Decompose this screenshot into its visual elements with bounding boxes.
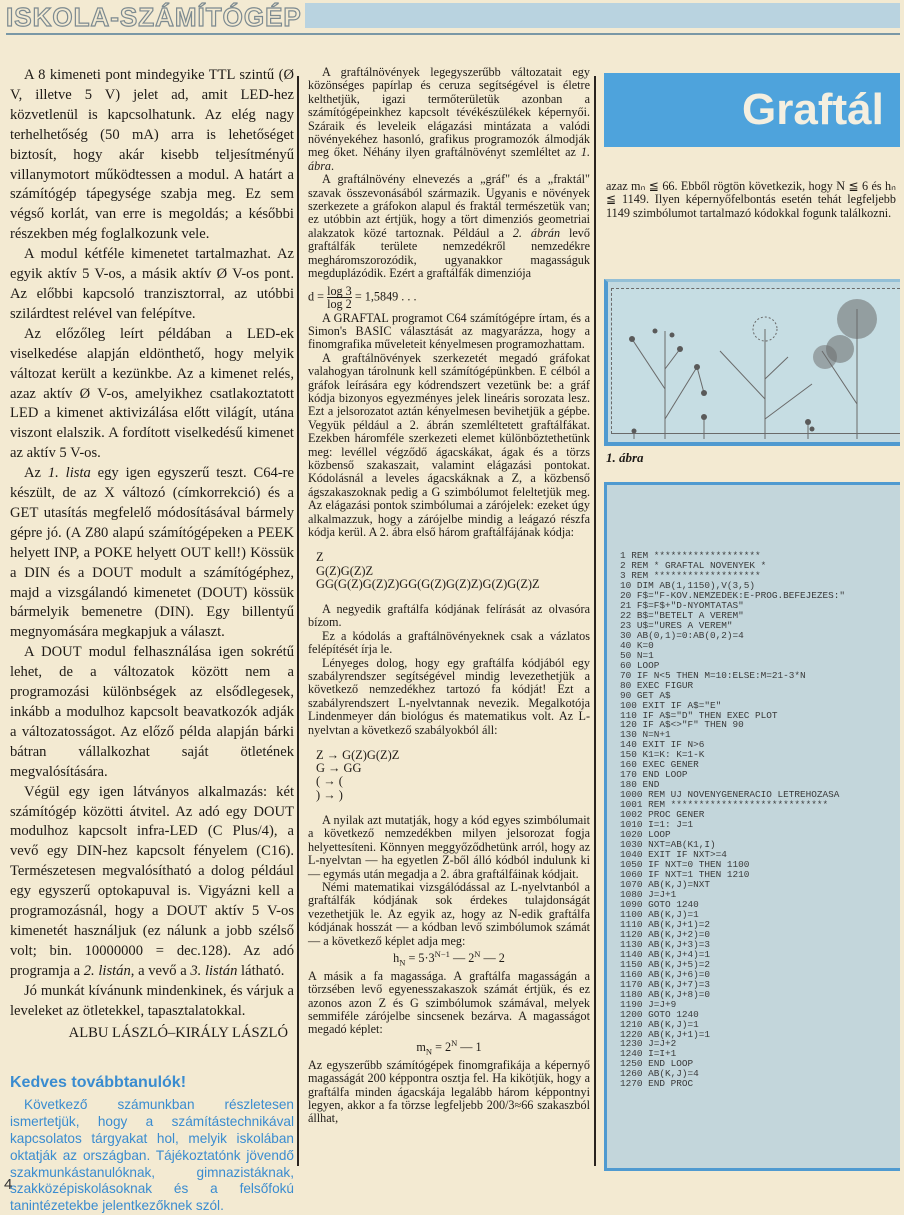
listing-line: 1000 REM UJ NOVENYGENERACIO LETREHOZASA: [620, 789, 840, 801]
formula-part: — 2: [480, 951, 505, 966]
notice-body: Következő számunkban részletesen ismertetjük, hogy a számítástechnikával kapcsolatos tárgyakat hol, melyik iskolában oktatják az országban. Tájékoztatónk jövendő szakmunkástanulóknak, gimnazistáknak, szakközépiskolásoknak és a felsőfokú tanintézetekbe jelentkezőknek szól.: [10, 1097, 294, 1214]
height-formula: [308, 1037, 590, 1059]
listing-line: 1220 AB(K,J+1)=1: [620, 1028, 711, 1040]
listing-line: 1140 AB(K,J+4)=1: [620, 948, 711, 960]
listing-line: 170 END LOOP: [620, 769, 688, 781]
formula-part: h: [393, 951, 400, 966]
formula-part: = 5·3: [405, 951, 435, 966]
listing-line: 1020 LOOP: [620, 829, 671, 841]
listing-line: 1270 END PROC: [620, 1078, 694, 1090]
listing-line: 1170 AB(K,J+7)=3: [620, 978, 711, 990]
notice-title: Kedves továbbtanulók!: [10, 1074, 187, 1092]
listing-line: 10 DIM AB(1,1150),V(3,5): [620, 579, 756, 591]
paragraph: Jó munkát kívánunk mindenkinek, és várjuk a leveleket az ötletekkel, tapasztalatokkal.: [10, 982, 294, 1019]
listing-line: 150 K1=K: K=1-K: [620, 749, 705, 761]
header-rule: [6, 33, 900, 35]
listing-line: 23 U$="URES A VEREM": [620, 619, 733, 631]
listing-line: 100 EXIT IF A$="E": [620, 699, 722, 711]
tree-codes: [316, 551, 590, 591]
paragraph: A DOUT modul felhasználása igen sokrétű lehet, de a változatok között nem a programozási különbségek az elsődlegesek, inkább a modulhoz kapcsolt beavatkozók adják a változatosságot. Az előző példa alapján bárki bátran vállalkozhat saját ötletének megvalósítására.: [10, 644, 294, 780]
listing-line: 3 REM *******************: [620, 569, 761, 581]
text: Végül egy igen látványos alkalmazás: két számítógép közötti átvitel. Az adó egy DOUT modulhoz kapcsolt infra-LED (C Plus/4), a vevő egy DIN-hez kapcsolt fényelem (C16). Természetesen megvalósítható a dolog például egy egyszerű optokapuval is. Vigyázni kell a programozásnál, hogy a DOUT aktív 5 V-os kimenetét használjuk (ez nálunk a jobb szélső volt; bin. 10000000 = dec.128). Az adó programja a: [10, 783, 294, 979]
listing-line: 110 IF A$="D" THEN EXEC PLOT: [620, 709, 778, 721]
listing-line: 21 F$=F$+"D-NYOMTATAS": [620, 599, 744, 611]
listing-line: 1230 J=J+2: [620, 1038, 677, 1050]
author-signature: ALBU LÁSZLÓ–KIRÁLY LÁSZLÓ: [68, 1024, 288, 1041]
column-divider: [594, 76, 596, 1166]
paragraph: [10, 464, 294, 643]
figure-reference: 2. ábrán: [512, 225, 561, 240]
paragraph: Ez a kódolás a graftálnövényeknek csak a vázlatos felépítését írja le.: [308, 628, 590, 657]
listing-line: 40 K=0: [620, 639, 654, 651]
listing-line: 1190 J=J+9: [620, 998, 677, 1010]
formula-sub: N: [399, 957, 406, 968]
listing-line: 1150 AB(K,J+5)=2: [620, 958, 711, 970]
fraction: [327, 285, 352, 310]
paragraph: A graftálnövények szerkezetét megadó gráfokat valahogyan tárolnunk kell számítógépünkben. E célból a gráfok leírására egy kódrendszert vezetünk be: a gráf kódja bizonyos egyezményes jelek lineáris sorozata lesz. Ezt a jelsorozatot aztán kényelmesen bevihetjük a gépbe. Vegyük például a 2. ábrán szemléltetett graftálfákat. Ezekben háromféle szerkezeti elemet különböztethetünk meg: levéllel végződő ágacskákat, ágak és a törzs közbenső szakaszait, valamint elágazási pontokat. Kódolásnál a leveles ágacskáknak a Z, a közbenső ágszakaszoknak pedig a G szimbólumot feleltetjük meg. Az elágazási pontok szimbólumai a zárójelek: ezeket úgy alkalmazzuk, hogy a zárójelbe mindig a leágazó részfa kódja kerül. A 2. ábra első három graftálfájának kódja:: [308, 350, 590, 539]
listing-line: 1100 AB(K,J)=1: [620, 908, 699, 920]
text: látható.: [237, 962, 285, 979]
page-number: 4: [4, 1176, 13, 1193]
listing-line: 1200 GOTO 1240: [620, 1008, 699, 1020]
l-grammar-rules: [316, 749, 590, 802]
listing-line: 2 REM * GRAFTAL NOVENYEK *: [620, 559, 767, 571]
paragraph: A másik a fa magassága. A graftálfa magasságán a törzsében levő egyenesszakaszok számát értjük, és ez azonos azon Z és G szimbólumok számával, melyek semmiféle zárójelbe sincsenek bezárva. A magasságot megadó képlet:: [308, 968, 590, 1037]
rule: ) → ): [316, 787, 343, 802]
tree-code: Z: [316, 550, 324, 565]
formula-rhs: = 1,5849 . . .: [354, 288, 417, 303]
listing-reference: 1. lista: [47, 465, 91, 482]
column-divider: [297, 76, 299, 1166]
listing-line: 1030 NXT=AB(K1,I): [620, 839, 716, 851]
listing-line: 70 IF N<5 THEN M=10:ELSE:M=21-3*N: [620, 669, 806, 681]
formula-part: m: [416, 1039, 426, 1054]
listing-line: 1080 J=J+1: [620, 888, 677, 900]
listing-line: 1010 I=1: J=1: [620, 819, 694, 831]
figure-reference: 1. ábra: [308, 145, 590, 173]
listing-code: [620, 551, 845, 1089]
tree-code: GG(G(Z)G(Z)Z)GG(G(Z)G(Z)Z)G(Z)G(Z)Z: [316, 576, 540, 591]
listing-line: 1210 AB(K,J)=1: [620, 1018, 699, 1030]
paragraph: Az egyszerűbb számítógépek finomgrafikája a képernyő magasságát 200 képpontra osztja fel. Ha kikötjük, hogy a graftálfa minden ágacskája legalább három képpontnyi legyen, akkor a fa törzse legfeljebb 200/3≈66 szakaszból állhat,: [308, 1057, 590, 1126]
article-title-banner: [604, 73, 900, 147]
listing-line: 50 N=1: [620, 649, 654, 661]
listing-line: 1120 AB(K,J+2)=0: [620, 928, 711, 940]
text: .: [331, 158, 335, 173]
header-band: [305, 3, 900, 28]
listing-line: 1 REM *******************: [620, 550, 761, 561]
rule: Z → G(Z)G(Z)Z: [316, 748, 400, 763]
paragraph: A negyedik graftálfa kódjának felírását az olvasóra bízom.: [308, 602, 590, 630]
rule: ( → (: [316, 774, 343, 789]
rule: G → GG: [316, 761, 362, 776]
listing-line: 1002 PROC GENER: [620, 809, 705, 821]
listing-line: 1050 IF NXT=0 THEN 1100: [620, 859, 750, 871]
listing-line: 1130 AB(K,J+3)=3: [620, 938, 711, 950]
formula-sub: N: [425, 1046, 433, 1057]
paragraph: Némi matematikai vizsgálódással az L-nyelvtanból a graftálfák kódjának sok érdekes tulajdonságát vezethetjük le. Az egyik az, hogy az N-edik graftálfa kódjának hosszát — a kódban levő szimbólumok számát — a következő képlet adja meg:: [308, 879, 590, 948]
text: Az: [24, 465, 48, 482]
dimension-formula: [308, 285, 590, 310]
program-listing: [604, 482, 900, 1171]
listing-line: 140 EXIT IF N>6: [620, 739, 705, 751]
formula-sup: N: [474, 948, 481, 959]
listing-line: 1110 AB(K,J+1)=2: [620, 918, 711, 930]
paragraph: A 8 kimeneti pont mindegyike TTL szintű (Ø V, illetve 5 V) jelet ad, amit LED-hez közvetlenül is kapcsolhatunk. Az elég nagy terhelhetőség (50 mA) arra is lehetőséget biztosít, hogy akár kisebb teljesítményű villanymotort működtessen a modul. A határt a számítógép tápegysége szabja meg. Ez sem végső korlát, van erre is megoldás; a későbbi részekben még foglalkozunk vele.: [10, 67, 294, 243]
listing-line: 80 EXEC FIGUR: [620, 679, 694, 691]
text: A graftálnövény elnevezés a „gráf" és a „fraktál" szavak összevonásából származik. Ugyanis e növények szerkezete a gráfokon alapul és fraktál természetük van; ez utóbbin azt értjük, hogy a tört dimenziós geometriai alakzatok közé tartoznak. Például a: [308, 172, 590, 240]
section-title: ISKOLA-SZÁMÍTÓGÉP: [6, 2, 302, 32]
listing-line: 22 B$="BETELT A VEREM": [620, 609, 744, 621]
paragraph: [308, 173, 590, 280]
article-column-2: [308, 66, 590, 1126]
numerator: log 3: [327, 283, 352, 298]
formula-part: — 1: [457, 1039, 482, 1054]
text: egy igen egyszerű teszt. C64-re készült, de az X változó (címkorrekció) és a GET utasítás megfelelő módosításával bármely gépre jó. (A Z80 alapú számítógépeken a PEEK helyett INP, a POKE helyett OUT kell!) Kössük a DIN és a DOUT modult a számítógéphez, majd a vizsgálandó kimenetet (DOUT) kössük bármelyik bemenetre (DIN). Egy billentyű megnyomására megkapjuk a választ.: [10, 465, 295, 641]
formula-lhs: d =: [308, 288, 325, 303]
graftal-plants-illustration: [612, 289, 904, 439]
listing-line: 90 GET A$: [620, 689, 671, 701]
listing-line: 1260 AB(K,J)=4: [620, 1068, 699, 1080]
listing-line: 20 F$="F-KOV.NEMZEDEK:E-PROG.BEFEJEZES:": [620, 589, 846, 601]
paragraph: A GRAFTAL programot C64 számítógépre írtam, és a Simon's BASIC választását az magyarázza, hogy a finomgrafika műveleteit kényelmesen programozhattam.: [308, 310, 590, 352]
article-column-1: [10, 66, 294, 1215]
formula-sup: N−1: [434, 948, 450, 959]
listing-line: 120 IF A$<>"F" THEN 90: [620, 719, 744, 731]
paragraph: azaz mₙ ≦ 66. Ebből rögtön következik, hogy N ≦ 6 és hₙ ≦ 1149. Ilyen képernyőfelbontás esetén tehát legfeljebb 1149 szimbólumot tartalmazó kódokkal fogunk találkozni.: [606, 179, 896, 220]
listing-line: 1240 I=I+1: [620, 1048, 677, 1060]
figure-1: [604, 279, 900, 446]
listing-line: 1250 END LOOP: [620, 1058, 694, 1070]
length-formula: [308, 948, 590, 970]
listing-line: 1090 GOTO 1240: [620, 898, 699, 910]
listing-line: 130 N=N+1: [620, 729, 671, 741]
paragraph: Az előzőleg leírt példában a LED-ek viselkedése alapján eldönthető, hogy melyik változat került a kezünkbe. Az a kimenet relés, azaz aktív Ø V-os, amelyikhez csatlakoztatott LED a kimenet aktivizálása előtt világít, utána viszont elalszik. A fordított viselkedésű kimenet az aktív 5 V-os.: [10, 325, 294, 462]
formula-sup: N: [451, 1037, 458, 1048]
listing-line: 1160 AB(K,J+6)=0: [620, 968, 711, 980]
paragraph: A nyilak azt mutatják, hogy a kód egyes szimbólumait a következő nemzedékben milyen jelsorozat fogja helyettesíteni. Könnyen meggyőződhetünk arról, hogy az L-nyelvtan — ha egyetlen Z-ből álló kódból indulunk ki — egymás után megadja a 2. ábra graftálfáinak kódjait.: [308, 812, 590, 881]
tree-code: G(Z)G(Z)Z: [316, 563, 374, 578]
text: A graftálnövények legegyszerűbb változatait egy közönséges papírlap és ceruza segítségével is életre kelthetjük, igazi termőterületük azonban a számítógépeinkhez kapcsolt tévékészülékek képernyői. Száraik és leveleik elágazási mintázata a valódi növényekéhez hasonló, grafikus programozók álmodják meg őket. Néhány ilyen graftálnövényt szemléltet az: [308, 65, 590, 160]
listing-line: 1040 EXIT IF NXT>=4: [620, 849, 727, 861]
paragraph: [308, 66, 590, 173]
listing-line: 30 AB(0,1)=0:AB(0,2)=4: [620, 629, 744, 641]
listing-reference: 2. listán: [83, 962, 131, 979]
text: levő graftálfák területe nemzedékről nemzedékre megháromszorozódik, ugyanakkor magasságuk megduplázódik. Ezért a graftálfák dimenziója: [308, 225, 590, 281]
paragraph: A modul kétféle kimenetet tartalmazhat. Az egyik aktív 5 V-os, a másik aktív Ø V-os pont. Az előbbi kapcsoló tranzisztorral, az utóbbi szilárdtest relével van felépítve.: [10, 246, 294, 322]
listing-line: 180 END: [620, 779, 660, 791]
listing-line: 160 EXEC GENER: [620, 759, 699, 771]
listing-line: 1001 REM ****************************: [620, 799, 829, 811]
listing-line: 1060 IF NXT=1 THEN 1210: [620, 869, 750, 880]
text: , a vevő a: [130, 962, 191, 979]
figure-caption: 1. ábra: [606, 450, 644, 465]
formula-part: = 2: [432, 1039, 452, 1054]
listing-line: 1180 AB(K,J+8)=0: [620, 988, 711, 1000]
listing-reference: 3. listán: [190, 962, 238, 979]
listing-line: 60 LOOP: [620, 659, 660, 671]
listing-line: 1070 AB(K,J)=NXT: [620, 878, 711, 890]
article-title: Graftál: [742, 85, 884, 134]
denominator: log 2: [327, 296, 352, 311]
figure-screen: [611, 288, 900, 434]
paragraph: [10, 783, 294, 982]
formula-part: — 2: [449, 951, 475, 966]
paragraph: Lényeges dolog, hogy egy graftálfa kódjából egy szabályrendszer segítségével mindig levezethetjük a következő nemzedékhez tartozó fa kódját! Ezt a szabályrendszert L-nyelvtannak nevezik. Megalkotója Lindenmeyer dán biológus és matematikus volt. Az L-nyelvtan a következő szabályokból áll:: [308, 655, 590, 737]
